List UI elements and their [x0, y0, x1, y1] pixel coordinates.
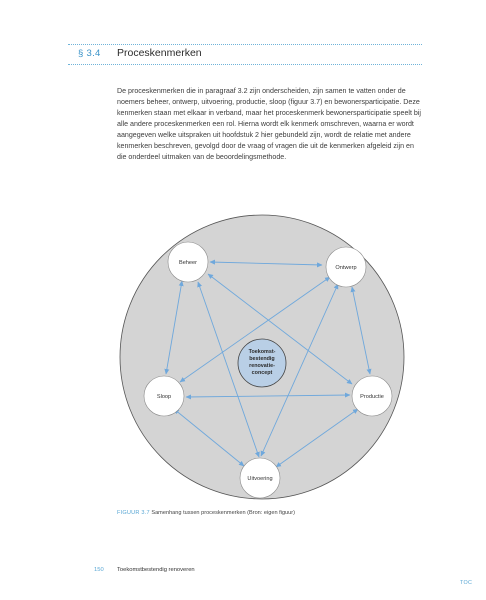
node-productie: [352, 376, 392, 416]
section-title: Proceskenmerken: [117, 47, 202, 59]
node-ontwerp: [326, 247, 366, 287]
figure-caption-label: FIGUUR 3.7: [117, 510, 150, 516]
footer-title: Toekomstbestendig renoveren: [117, 567, 195, 573]
section-number: § 3.4: [78, 48, 101, 59]
node-uitvoering-label: Uitvoering: [247, 476, 273, 482]
node-uitvoering: [240, 458, 280, 498]
body-paragraph: De proceskenmerken die in paragraaf 3.2 zijn onderscheiden, zijn samen te vatten onder de noemers beheer, ontwerp, uitvoering, productie, sloop (figuur 3.7) en bewonersparticipatie. Deze kenmerken staan met elkaar in verband, maar het proceskenmerk bewonersparticipatie speelt bij alle andere proceskenmerken een rol. Hierna wordt elk kenmerk omschreven, waarna er wordt aangegeven welke uitspraken uit hoofdstuk 2 hier gebundeld zijn, wordt de relatie met andere kenmerken beschreven, gevolgd door de vraag of vragen die uit de kenmerken afgeleid zijn en die onderdeel uitmaken van de beoordelingsmethode.: [117, 87, 422, 161]
process-diagram-figure: [116, 210, 408, 505]
node-beheer: [168, 242, 208, 282]
node-sloop-label: Sloop: [156, 394, 172, 400]
header-rule-top: [68, 44, 422, 45]
header-rule-bottom: [68, 64, 422, 65]
figure-caption-text: Samenhang tussen proceskenmerken (Bron: eigen figuur): [151, 510, 295, 516]
center-label-line-2: bestendig: [249, 356, 275, 362]
center-label-line-1: Toekomst-: [248, 349, 276, 355]
node-ontwerp-label: Ontwerp: [335, 265, 357, 271]
page-number: 150: [94, 567, 104, 573]
figure-caption: [117, 510, 295, 516]
center-label-line-3: renovatie-: [249, 363, 275, 369]
node-productie-label: Productie: [360, 394, 384, 400]
center-label-line-4: concept: [251, 370, 273, 376]
center-node: [238, 339, 286, 387]
node-sloop: [144, 376, 184, 416]
node-beheer-label: Beheer: [178, 260, 198, 266]
toc-link[interactable]: TOC: [460, 580, 473, 586]
process-diagram: [116, 210, 408, 505]
